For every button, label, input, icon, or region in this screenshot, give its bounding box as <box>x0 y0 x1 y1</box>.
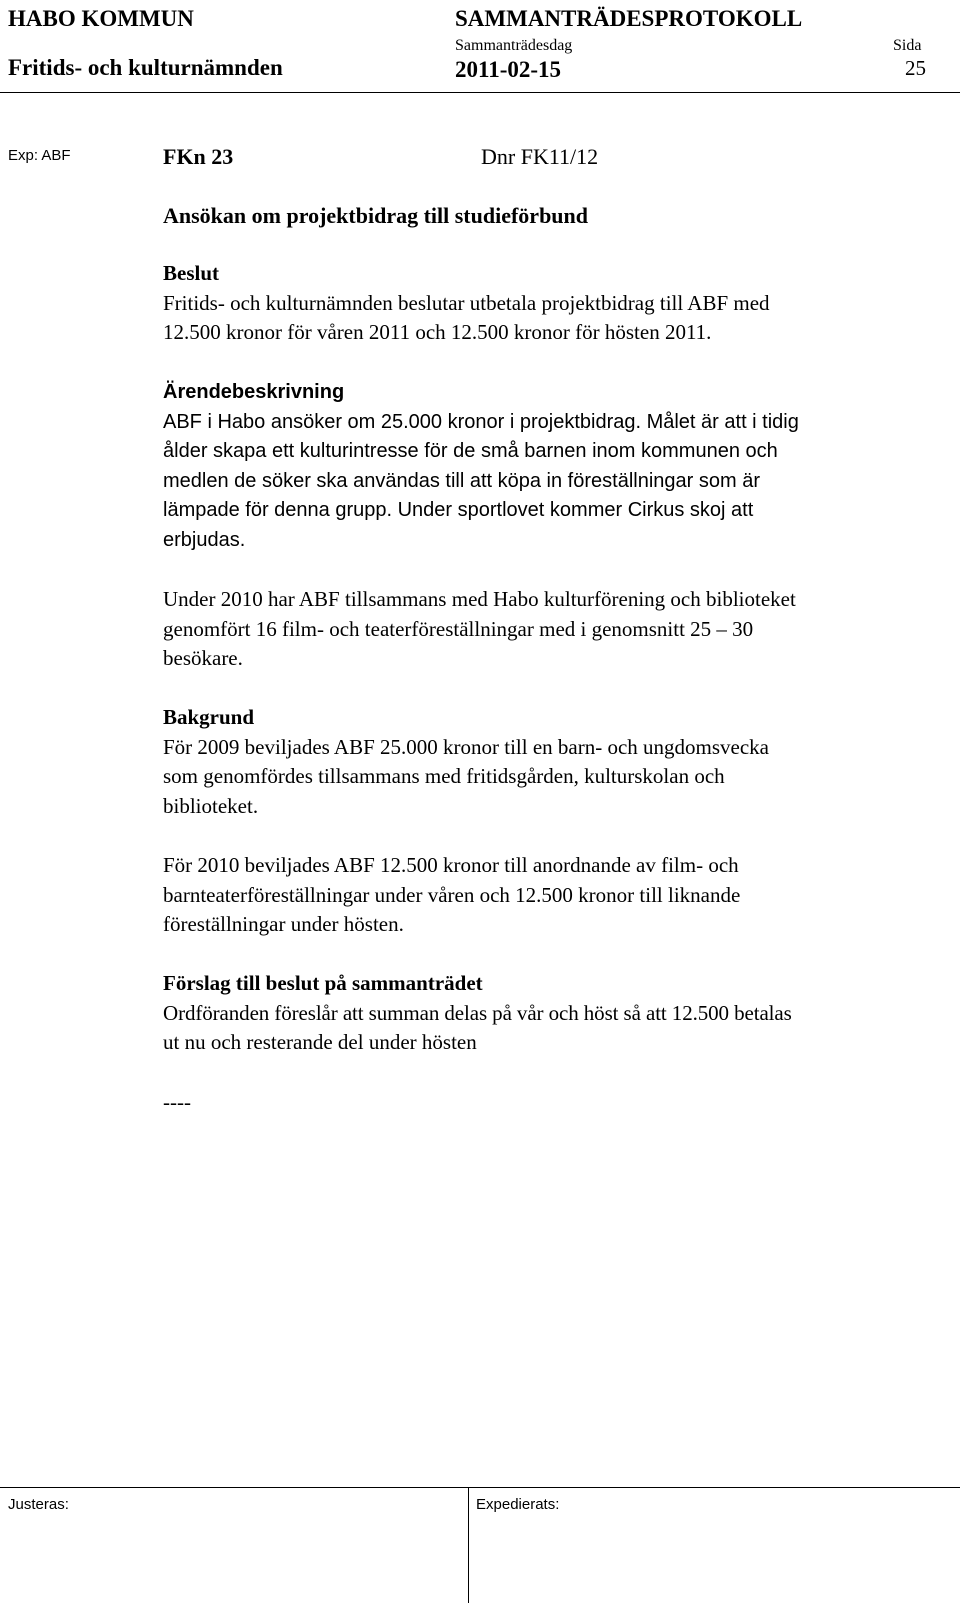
bakgrund-section <box>163 703 953 821</box>
page-label: Sida <box>893 37 922 54</box>
arende-line: ABF i Habo ansöker om 25.000 kronor i projektbidrag. Målet är att i tidig <box>163 410 799 433</box>
bakgrund2-line: barnteaterföreställningar under våren och 12.500 kronor till liknande <box>163 882 741 907</box>
forslag-line: ut nu och resterande del under hösten <box>163 1030 477 1054</box>
org-name: HABO KOMMUN <box>8 6 194 31</box>
forslag-section <box>163 969 958 1058</box>
date-label: Sammanträdesdag <box>455 37 573 54</box>
under2010-line: besökare. <box>163 646 243 670</box>
footer-column-divider <box>468 1487 469 1603</box>
under2010-line: genomfört 16 film- och teaterföreställningar med i genomsnitt 25 – 30 <box>163 616 754 641</box>
arende-line: ålder skapa ett kulturintresse för de små barnen inom kommunen och <box>163 440 778 462</box>
end-marker: ---- <box>163 1090 191 1114</box>
beslut-heading: Beslut <box>163 261 220 285</box>
justeras-label: Justeras: <box>8 1496 69 1513</box>
arende-line: erbjudas. <box>163 528 246 551</box>
bakgrund-line: För 2009 beviljades ABF 25.000 kronor till en barn- och ungdomsvecka <box>163 734 769 759</box>
arende-line: medlen de söker ska användas till att köpa in föreställningar som är <box>163 469 760 492</box>
header-divider <box>0 92 960 93</box>
bakgrund2-section <box>163 851 953 940</box>
under2010-line: Under 2010 har ABF tillsammans med Habo kulturförening och biblioteket <box>163 587 796 611</box>
beslut-line: 12.500 kronor för våren 2011 och 12.500 kronor för hösten 2011. <box>163 320 712 344</box>
arende-line: lämpade för denna grupp. Under sportlovet kommer Cirkus skoj att <box>163 499 754 521</box>
case-title: Ansökan om projektbidrag till studieförbund <box>163 203 589 228</box>
bakgrund-heading: Bakgrund <box>163 705 255 729</box>
bakgrund2-line: föreställningar under hösten. <box>163 912 404 936</box>
exp-label: Exp: ABF <box>8 147 71 164</box>
footer-divider <box>0 1487 960 1488</box>
paragraph-number: FKn 23 <box>163 144 234 169</box>
arende-section <box>163 378 953 555</box>
committee-name: Fritids- och kulturnämnden <box>8 55 283 80</box>
bakgrund-line: biblioteket. <box>163 793 259 818</box>
under2010-section <box>163 585 953 674</box>
beslut-section <box>163 259 953 348</box>
page-number: 25 <box>905 56 926 80</box>
bakgrund-line: som genomfördes tillsammans med fritidsgården, kulturskolan och <box>163 764 725 788</box>
forslag-line: Ordföranden föreslår att summan delas på vår och höst så att 12.500 betalas <box>163 1000 792 1025</box>
doc-type: SAMMANTRÄDESPROTOKOLL <box>455 6 803 31</box>
dnr: Dnr FK11/12 <box>481 144 599 169</box>
meeting-date: 2011-02-15 <box>455 57 562 82</box>
forslag-heading: Förslag till beslut på sammanträdet <box>163 971 483 995</box>
beslut-line: Fritids- och kulturnämnden beslutar utbetala projektbidrag till ABF med <box>163 290 770 315</box>
expedierats-label: Expedierats: <box>476 1496 560 1513</box>
bakgrund2-line: För 2010 beviljades ABF 12.500 kronor till anordnande av film- och <box>163 853 739 877</box>
arende-heading: Ärendebeskrivning <box>163 381 345 403</box>
